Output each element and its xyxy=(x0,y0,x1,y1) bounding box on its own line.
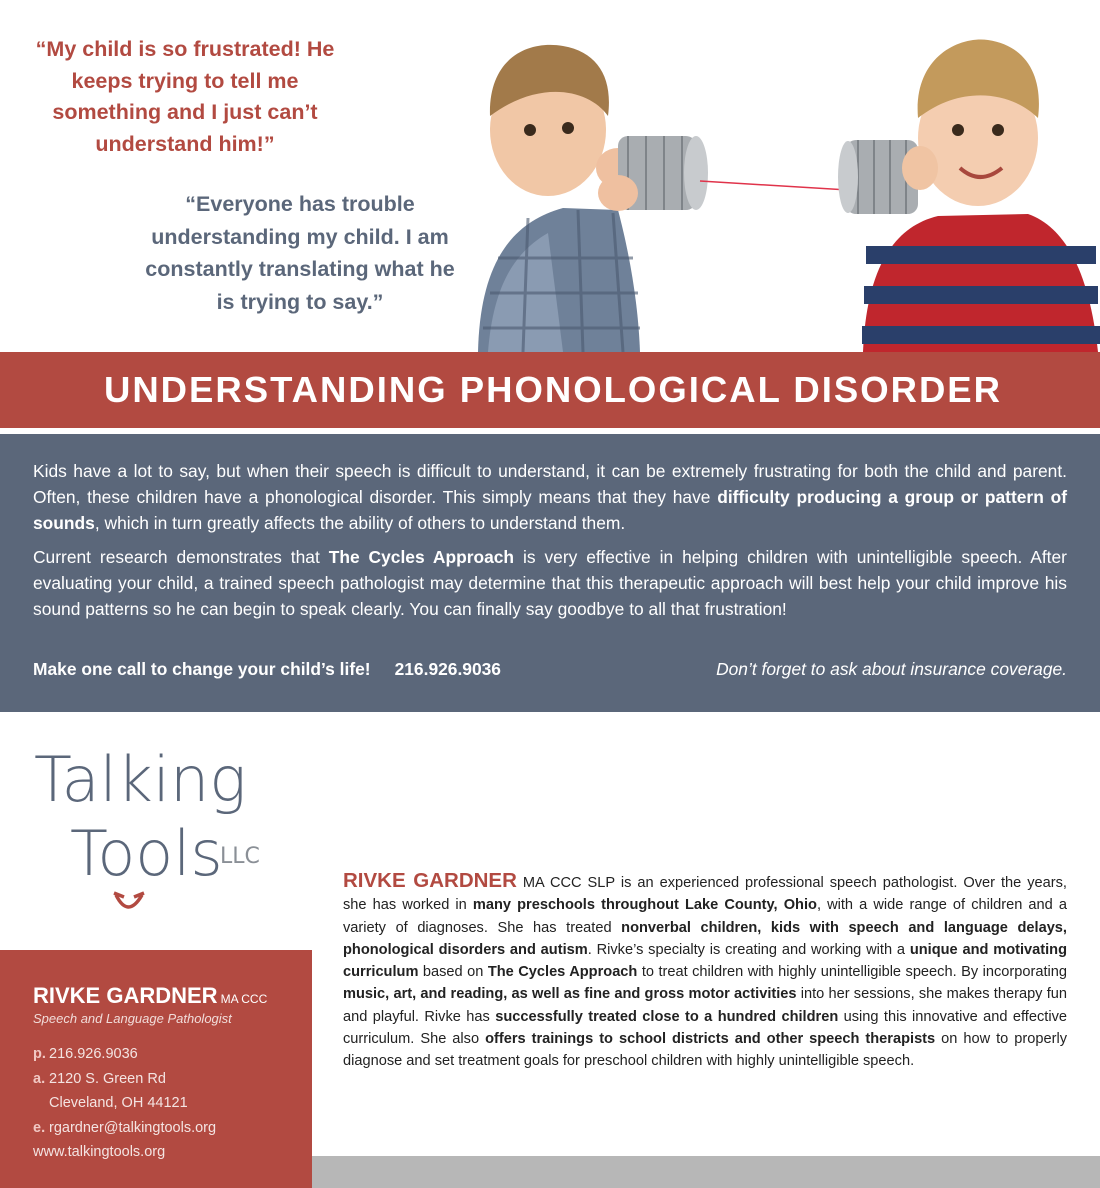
bio-highlight: offers trainings to school districts and other speech therapists xyxy=(485,1031,936,1048)
headline: UNDERSTANDING PHONOLOGICAL DISORDER xyxy=(103,369,1003,410)
bio-text: using this innovative and effective curriculum. She also xyxy=(343,1008,1067,1048)
cta-phone[interactable]: 216.926.9036 xyxy=(394,659,501,679)
contact-name-text: RIVKE GARDNER xyxy=(33,983,218,1008)
talking-tools-logo xyxy=(30,735,290,935)
call-text: Make one call to change your child’s life! xyxy=(33,659,371,679)
intro-p2-text: Current research demonstrates that xyxy=(33,547,329,567)
logo-word-tools: Tools xyxy=(70,817,223,890)
bio-name: RIVKE GARDNER xyxy=(343,869,517,892)
bio-text: MA CCC SLP is an experienced professional speech pathologist. Over the years, she has worked in xyxy=(343,875,1067,914)
website-link[interactable]: www.talkingtools.org xyxy=(33,1144,166,1160)
intro-p2-highlight: The Cycles Approach xyxy=(328,547,515,567)
bio-highlight: unique and motivating curriculum xyxy=(343,941,1067,981)
contact-phone[interactable]: 216.926.9036 xyxy=(49,1046,138,1062)
intro-paragraph-1 xyxy=(33,458,1067,536)
insurance-note: Don’t forget to ask about insurance coverage. xyxy=(716,659,1067,679)
bio-highlight: The Cycles Approach xyxy=(487,964,638,981)
headline-band xyxy=(0,352,1100,428)
parent-quote-frustrated: “My child is so frustrated! He keeps trying to tell me something and I just can’t understand him!” xyxy=(35,37,335,156)
contact-phone-row xyxy=(33,1042,216,1067)
contact-email-row xyxy=(33,1116,216,1141)
intro-p1-text: Kids have a lot to say, but when their speech is difficult to understand, it can be extremely frustrating for both the child and parent. Often, these children have a phonological disorder. This simply means that they have xyxy=(33,461,1067,507)
logo-word-talking: Talking xyxy=(34,743,247,816)
address-label: a. xyxy=(33,1070,46,1087)
phone-label: p. xyxy=(33,1046,46,1062)
bio-highlight: many preschools throughout Lake County, Ohio xyxy=(472,897,817,914)
hero-photo-tin-can-phone xyxy=(468,18,1100,352)
bio-text: on how to properly diagnose and set treatment goals for preschool children with highly unintelligible speech. xyxy=(343,1031,1068,1070)
logo-suffix-llc: LLC xyxy=(220,844,260,869)
intro-p1-text-end: , which in turn greatly affects the ability of others to understand them. xyxy=(94,513,626,533)
intro-p2-text-end: is very effective in helping children with unintelligible speech. After evaluating your child, a trained speech pathologist may determine that this therapeutic approach will best help your child improve his sound patterns so he can begin to speak clearly. You can finally say goodbye to all that frustration! xyxy=(33,547,1067,619)
bio-highlight: music, art, and reading, as well as fine and gross motor activities xyxy=(343,986,797,1003)
intro-section xyxy=(0,434,1100,712)
address-line-1: 2120 S. Green Rd xyxy=(49,1070,166,1087)
footer-bar xyxy=(312,1156,1100,1188)
intro-paragraph-2 xyxy=(33,544,1067,622)
parent-quote-translating: “Everyone has trouble understanding my child. I am constantly translating what he is trying to say.” xyxy=(145,192,455,314)
bio-text: based on xyxy=(418,964,488,981)
contact-card xyxy=(0,950,312,1188)
call-to-action xyxy=(33,656,1067,682)
intro-p1-highlight: difficulty producing a group or pattern of sounds xyxy=(33,487,1068,533)
email-label: e. xyxy=(33,1119,46,1136)
logo-mark xyxy=(30,735,290,935)
bio-highlight: successfully treated close to a hundred children xyxy=(495,1008,839,1025)
contact-name xyxy=(33,983,267,1009)
contact-email-link[interactable]: rgardner@talkingtools.org xyxy=(49,1119,217,1136)
tin-can-phone-illustration xyxy=(468,18,1100,352)
contact-role: Speech and Language Pathologist xyxy=(33,1011,232,1026)
contact-credentials: MA CCC xyxy=(220,992,268,1006)
bio-paragraph xyxy=(343,870,1067,1073)
bio-text: to treat children with highly unintelligible speech. By incorporating xyxy=(637,964,1067,981)
bio-highlight: nonverbal children, kids with speech and language delays, phonological disorders and autism xyxy=(343,919,1067,958)
bio-text: , with a wide range of children and a variety of diagnoses. She has treated xyxy=(343,897,1067,936)
bio-text: into her sessions, she makes therapy fun and playful. Rivke has xyxy=(343,986,1067,1025)
bio-text: . Rivke’s specialty is creating and working with a xyxy=(587,941,910,958)
contact-details xyxy=(33,1042,216,1165)
contact-address-row xyxy=(33,1067,216,1092)
address-line-2: Cleveland, OH 44121 xyxy=(49,1095,188,1111)
